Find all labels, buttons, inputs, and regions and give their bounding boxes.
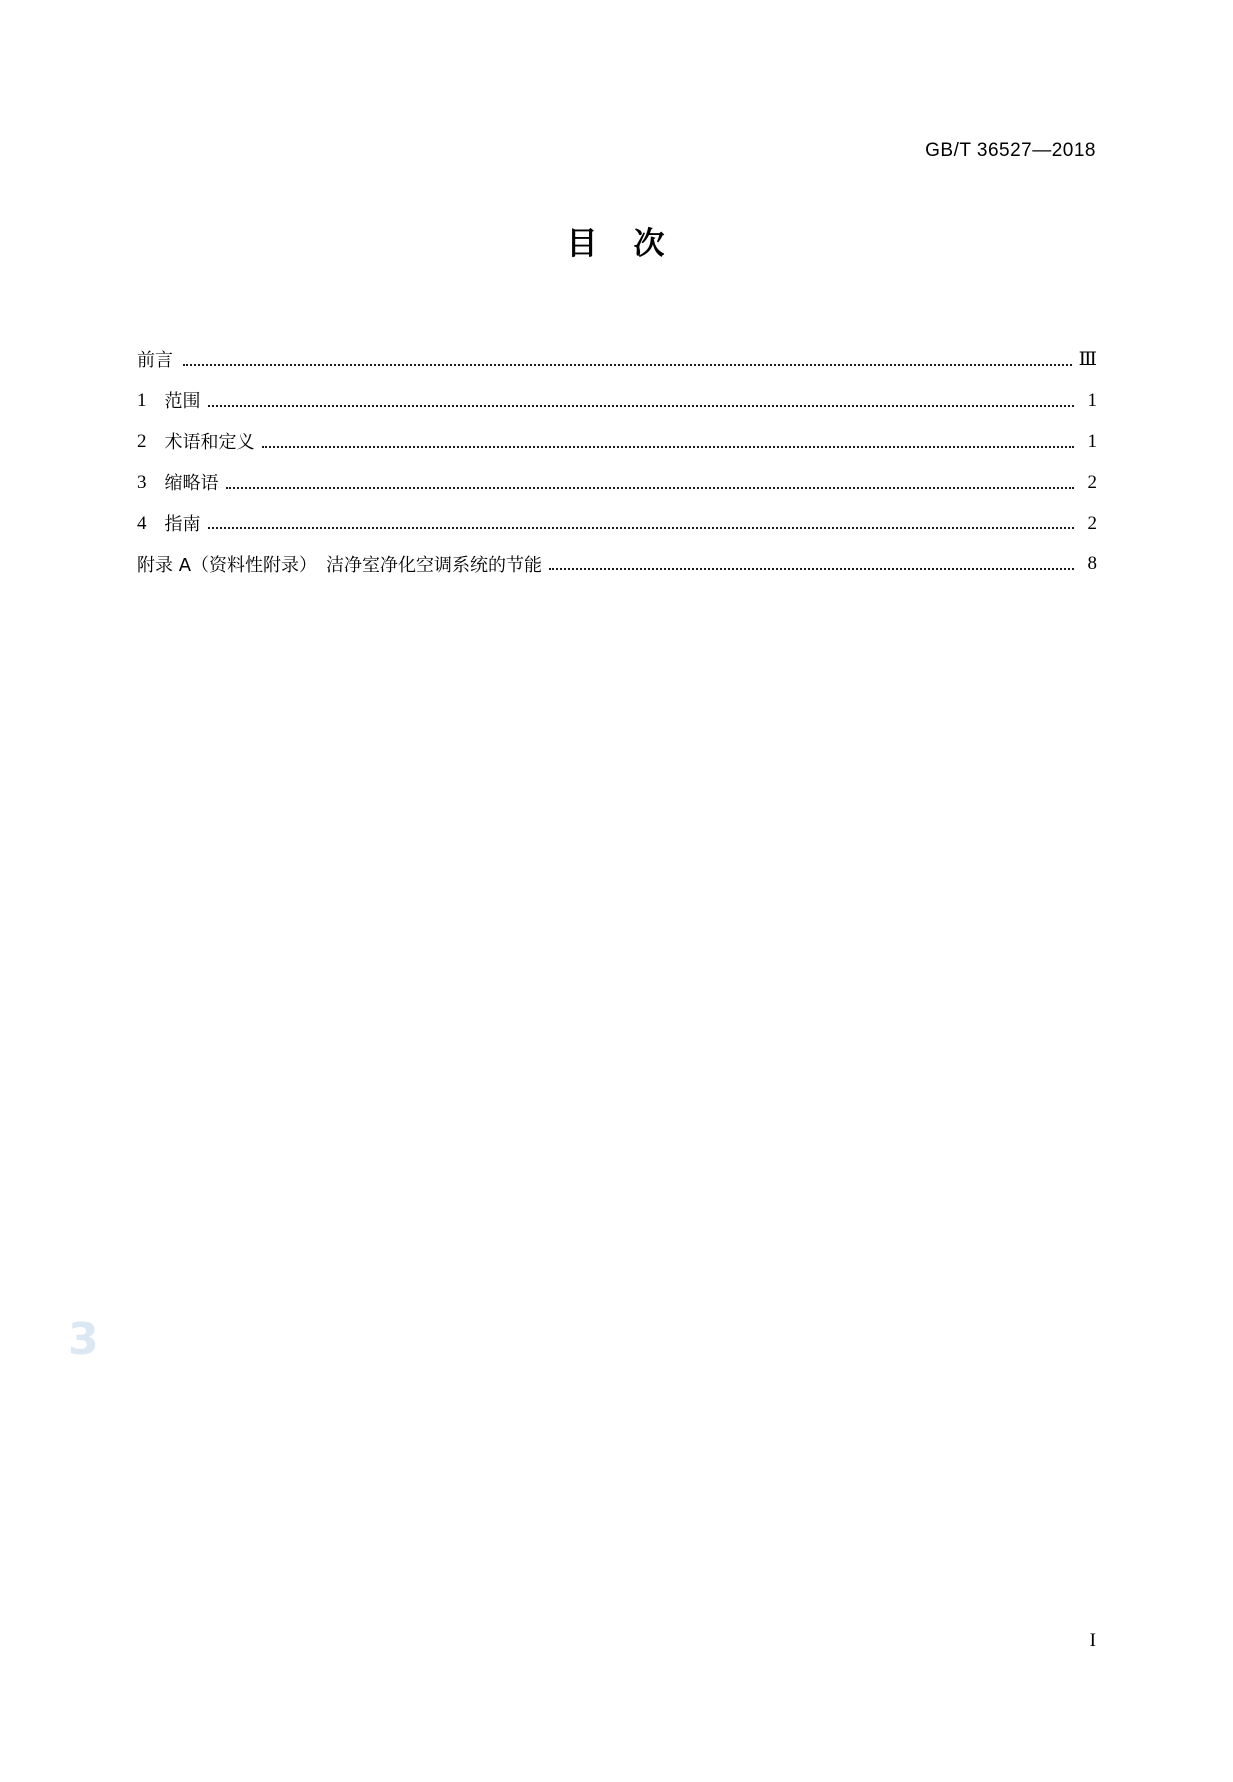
page-title-right: 次 (633, 226, 667, 262)
standard-number-header: GB/T 36527—2018 (925, 140, 1096, 161)
toc-entry-label: 指南 (164, 513, 201, 535)
toc-entry-page: 1 (1087, 389, 1097, 411)
toc-leader-dots (262, 445, 1075, 448)
toc-entry-page: 8 (1087, 553, 1097, 575)
toc-entry-number: 2 (137, 430, 147, 452)
watermark: 3 (68, 1314, 99, 1365)
toc-entry-label: 缩略语 (164, 472, 219, 494)
table-of-contents (137, 350, 1097, 595)
toc-entry-page: 2 (1087, 512, 1097, 534)
toc-entry-page: 1 (1087, 430, 1097, 452)
toc-entry-number: 3 (137, 471, 147, 493)
toc-entry-page: Ⅲ (1078, 349, 1097, 370)
page-title-left: 目 (566, 226, 600, 262)
toc-entry-abbreviations[interactable] (137, 473, 1097, 494)
toc-entry-number: 1 (137, 389, 147, 411)
toc-entry-label: 范围 (164, 390, 201, 412)
toc-leader-dots (226, 486, 1075, 489)
toc-leader-dots (549, 567, 1074, 570)
page-number: I (1089, 1630, 1096, 1651)
toc-entry-scope[interactable] (137, 391, 1097, 412)
toc-leader-dots (183, 363, 1072, 366)
toc-entry-preface[interactable] (137, 350, 1097, 371)
page-title (0, 218, 1233, 263)
toc-entry-page: 2 (1087, 471, 1097, 493)
toc-entry-number: 4 (137, 512, 147, 534)
toc-leader-dots (208, 404, 1075, 407)
toc-entry-label: 术语和定义 (164, 431, 255, 453)
toc-entry-terms-and-definitions[interactable] (137, 432, 1097, 453)
toc-entry-guide[interactable] (137, 514, 1097, 535)
toc-entry-annex-a[interactable] (137, 554, 1097, 575)
toc-leader-dots (208, 526, 1075, 529)
toc-entry-label: 前言 (137, 350, 173, 372)
toc-entry-label: 附录 A（资料性附录） 洁净室净化空调系统的节能 (137, 554, 543, 576)
